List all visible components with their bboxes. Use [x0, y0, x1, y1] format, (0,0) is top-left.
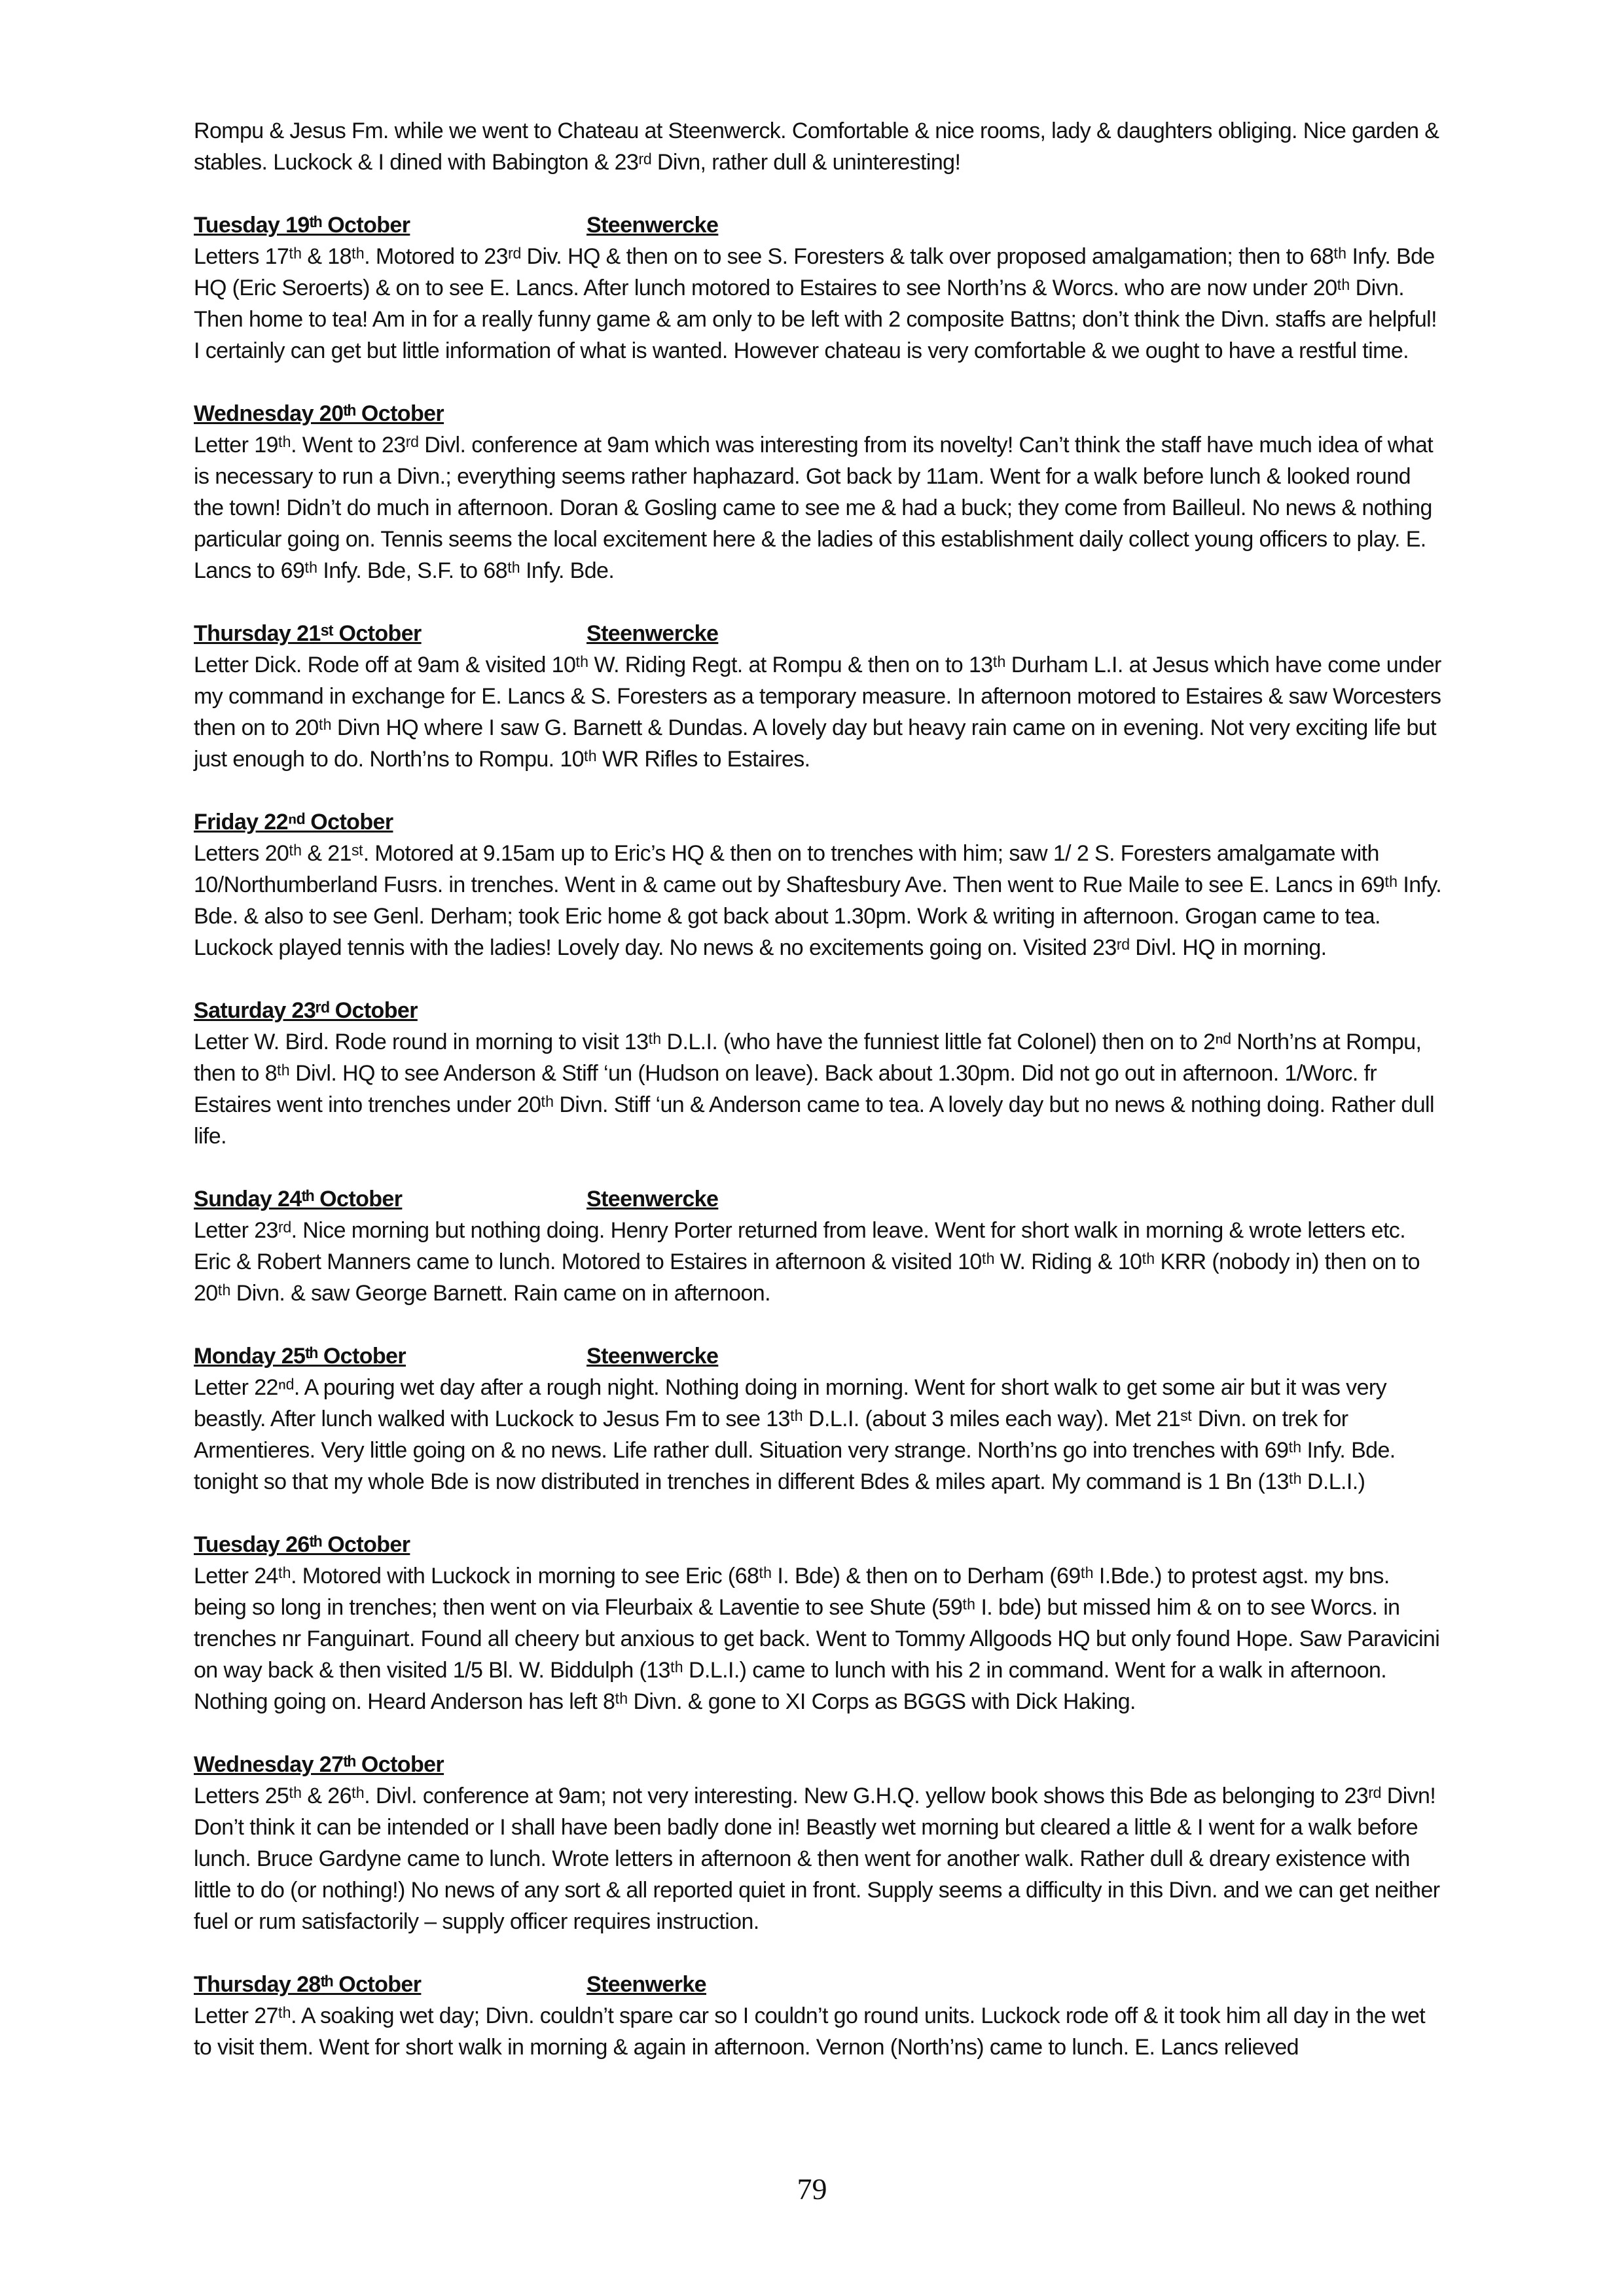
entry-heading	[194, 1969, 1444, 2000]
entry-date: Wednesday 27ᵗʰ October	[194, 1752, 444, 1777]
entry-place: Steenwercke	[586, 1187, 719, 1211]
entry-date: Thursday 28ᵗʰ October	[194, 1972, 422, 1997]
entry-date: Friday 22ⁿᵈ October	[194, 810, 393, 834]
entry-heading	[194, 618, 1444, 649]
entry-heading	[194, 398, 1444, 429]
page-number: 79	[797, 2172, 827, 2206]
diary-entry	[194, 618, 1444, 775]
diary-entry	[194, 1340, 1444, 1498]
entry-place: Steenwercke	[586, 1344, 719, 1369]
entry-text: Letter 27ᵗʰ. A soaking wet day; Divn. couldn’t spare car so I couldn’t go round units. Luckock rode off & it took him all day in the wet to visit them. Went for short walk in morning & again in afternoon. Vernon (North’ns) came to lunch. E. Lancs relieved	[194, 2003, 1426, 2060]
entry-heading	[194, 806, 1444, 838]
entry-text: Letter 19ᵗʰ. Went to 23ʳᵈ Divl. conference at 9am which was interesting from its novelty! Can’t think the staff have much idea of what is necessary to run a Divn.; everything seems rather haphazard. Got back by 11am. Went for a walk before lunch & looked round the town! Didn’t do much in afternoon. Doran & Gosling came to see me & had a buck; they come from Bailleul. No news & nothing particular going on. Tennis seems the local excitement here & the ladies of this establishment daily collect young officers to play. E. Lancs to 69ᵗʰ Infy. Bde, S.F. to 68ᵗʰ Infy. Bde.	[194, 433, 1434, 583]
entry-date: Wednesday 20ᵗʰ October	[194, 401, 444, 426]
entry-heading	[194, 995, 1444, 1026]
diary-entry	[194, 1969, 1444, 2063]
entry-date: Thursday 21ˢᵗ October	[194, 621, 422, 646]
entry-text: Letters 25ᵗʰ & 26ᵗʰ. Divl. conference at 9am; not very interesting. New G.H.Q. yellow book shows this Bde as belonging to 23ʳᵈ Divn! Don’t think it can be intended or I shall have been badly done in! Beastly wet morning but cleared a little & I went for a walk before lunch. Bruce Gardyne came to lunch. Wrote letters in afternoon & then went for another walk. Rather dull & dreary existence with little to do (or nothing!) No news of any sort & all reported quiet in front. Supply seems a difficulty in this Divn. and we can get neither fuel or rum satisfactorily – supply officer requires instruction.	[194, 1784, 1440, 1934]
diary-entry	[194, 806, 1444, 963]
entry-place: Steenwerke	[586, 1972, 706, 1997]
entry-text: Letter 22ⁿᵈ. A pouring wet day after a rough night. Nothing doing in morning. Went for short walk to get some air but it was very beastly. After lunch walked with Luckock to Jesus Fm to see 13ᵗʰ D.L.I. (about 3 miles each way). Met 21ˢᵗ Divn. on trek for Armentieres. Very little going on & no news. Life rather dull. Situation very strange. North’ns go into trenches with 69ᵗʰ Infy. Bde. tonight so that my whole Bde is now distributed in trenches in different Bdes & miles apart. My command is 1 Bn (13ᵗʰ D.L.I.)	[194, 1375, 1396, 1494]
entry-text: Letters 17ᵗʰ & 18ᵗʰ. Motored to 23ʳᵈ Div. HQ & then on to see S. Foresters & talk over proposed amalgamation; then to 68ᵗʰ Infy. Bde HQ (Eric Seroerts) & on to see E. Lancs. After lunch motored to Estaires to see North’ns & Worcs. who are now under 20ᵗʰ Divn. Then home to tea! Am in for a really funny game & am only to be left with 2 composite Battns; don’t think the Divn. staffs are helpful! I certainly can get but little information of what is wanted. However chateau is very comfortable & we ought to have a restful time.	[194, 244, 1437, 363]
entry-date: Saturday 23ʳᵈ October	[194, 998, 418, 1023]
entry-place: Steenwercke	[586, 621, 719, 646]
diary-entry	[194, 1183, 1444, 1309]
entry-text: Letter 23ʳᵈ. Nice morning but nothing doing. Henry Porter returned from leave. Went for short walk in morning & wrote letters etc. Eric & Robert Manners came to lunch. Motored to Estaires in afternoon & visited 10ᵗʰ W. Riding & 10ᵗʰ KRR (nobody in) then on to 20ᵗʰ Divn. & saw George Barnett. Rain came on in afternoon.	[194, 1218, 1420, 1306]
diary-entry	[194, 209, 1444, 367]
entry-heading	[194, 1340, 1444, 1372]
diary-entry	[194, 995, 1444, 1152]
entry-heading	[194, 209, 1444, 241]
entry-date: Tuesday 19ᵗʰ October	[194, 213, 410, 238]
entry-text: Letters 20ᵗʰ & 21ˢᵗ. Motored at 9.15am up to Eric’s HQ & then on to trenches with him; saw 1/ 2 S. Foresters amalgamate with 10/Northumberland Fusrs. in trenches. Went in & came out by Shaftesbury Ave. Then went to Rue Maile to see E. Lancs in 69ᵗʰ Infy. Bde. & also to see Genl. Derham; took Eric home & got back about 1.30pm. Work & writing in afternoon. Grogan came to tea. Luckock played tennis with the ladies! Lovely day. No news & no excitements going on. Visited 23ʳᵈ Divl. HQ in morning.	[194, 841, 1442, 960]
entry-text: Letter 24ᵗʰ. Motored with Luckock in morning to see Eric (68ᵗʰ I. Bde) & then on to Derham (69ᵗʰ I.Bde.) to protest agst. my bns. being so long in trenches; then went on via Fleurbaix & Laventie to see Shute (59ᵗʰ I. bde) but missed him & on to see Worcs. in trenches nr Fanguinart. Found all cheery but anxious to get back. Went to Tommy Allgoods HQ but only found Hope. Saw Paravicini on way back & then visited 1/5 Bl. W. Biddulph (13ᵗʰ D.L.I.) came to lunch with his 2 in command. Went for a walk in afternoon. Nothing going on. Heard Anderson has left 8ᵗʰ Divn. & gone to XI Corps as BGGS with Dick Haking.	[194, 1564, 1440, 1714]
diary-entry	[194, 398, 1444, 586]
entry-text: Letter Dick. Rode off at 9am & visited 10ᵗʰ W. Riding Regt. at Rompu & then on to 13ᵗʰ Durham L.I. at Jesus which have come under my command in exchange for E. Lancs & S. Foresters as a temporary measure. In afternoon motored to Estaires & saw Worcesters then on to 20ᵗʰ Divn HQ where I saw G. Barnett & Dundas. A lovely day but heavy rain came on in evening. Not very exciting life but just enough to do. North’ns to Rompu. 10ᵗʰ WR Rifles to Estaires.	[194, 653, 1441, 772]
entry-heading	[194, 1183, 1444, 1215]
diary-page	[194, 115, 1444, 2094]
entry-heading	[194, 1529, 1444, 1560]
diary-entry	[194, 1749, 1444, 1937]
intro-paragraph: Rompu & Jesus Fm. while we went to Chateau at Steenwerck. Comfortable & nice rooms, lady & daughters obliging. Nice garden & stables. Luckock & I dined with Babington & 23ʳᵈ Divn, rather dull & uninteresting!	[194, 118, 1439, 175]
diary-entry	[194, 1529, 1444, 1717]
entry-date: Monday 25ᵗʰ October	[194, 1344, 406, 1369]
entry-heading	[194, 1749, 1444, 1780]
entry-text: Letter W. Bird. Rode round in morning to visit 13ᵗʰ D.L.I. (who have the funniest little fat Colonel) then on to 2ⁿᵈ North’ns at Rompu, then to 8ᵗʰ Divl. HQ to see Anderson & Stiff ‘un (Hudson on leave). Back about 1.30pm. Did not go out in afternoon. 1/Worc. fr Estaires went into trenches under 20ᵗʰ Divn. Stiff ‘un & Anderson came to tea. A lovely day but no news & nothing doing. Rather dull life.	[194, 1030, 1434, 1149]
entry-place: Steenwercke	[586, 213, 719, 238]
entry-date: Sunday 24ᵗʰ October	[194, 1187, 403, 1211]
entry-date: Tuesday 26ᵗʰ October	[194, 1532, 410, 1557]
